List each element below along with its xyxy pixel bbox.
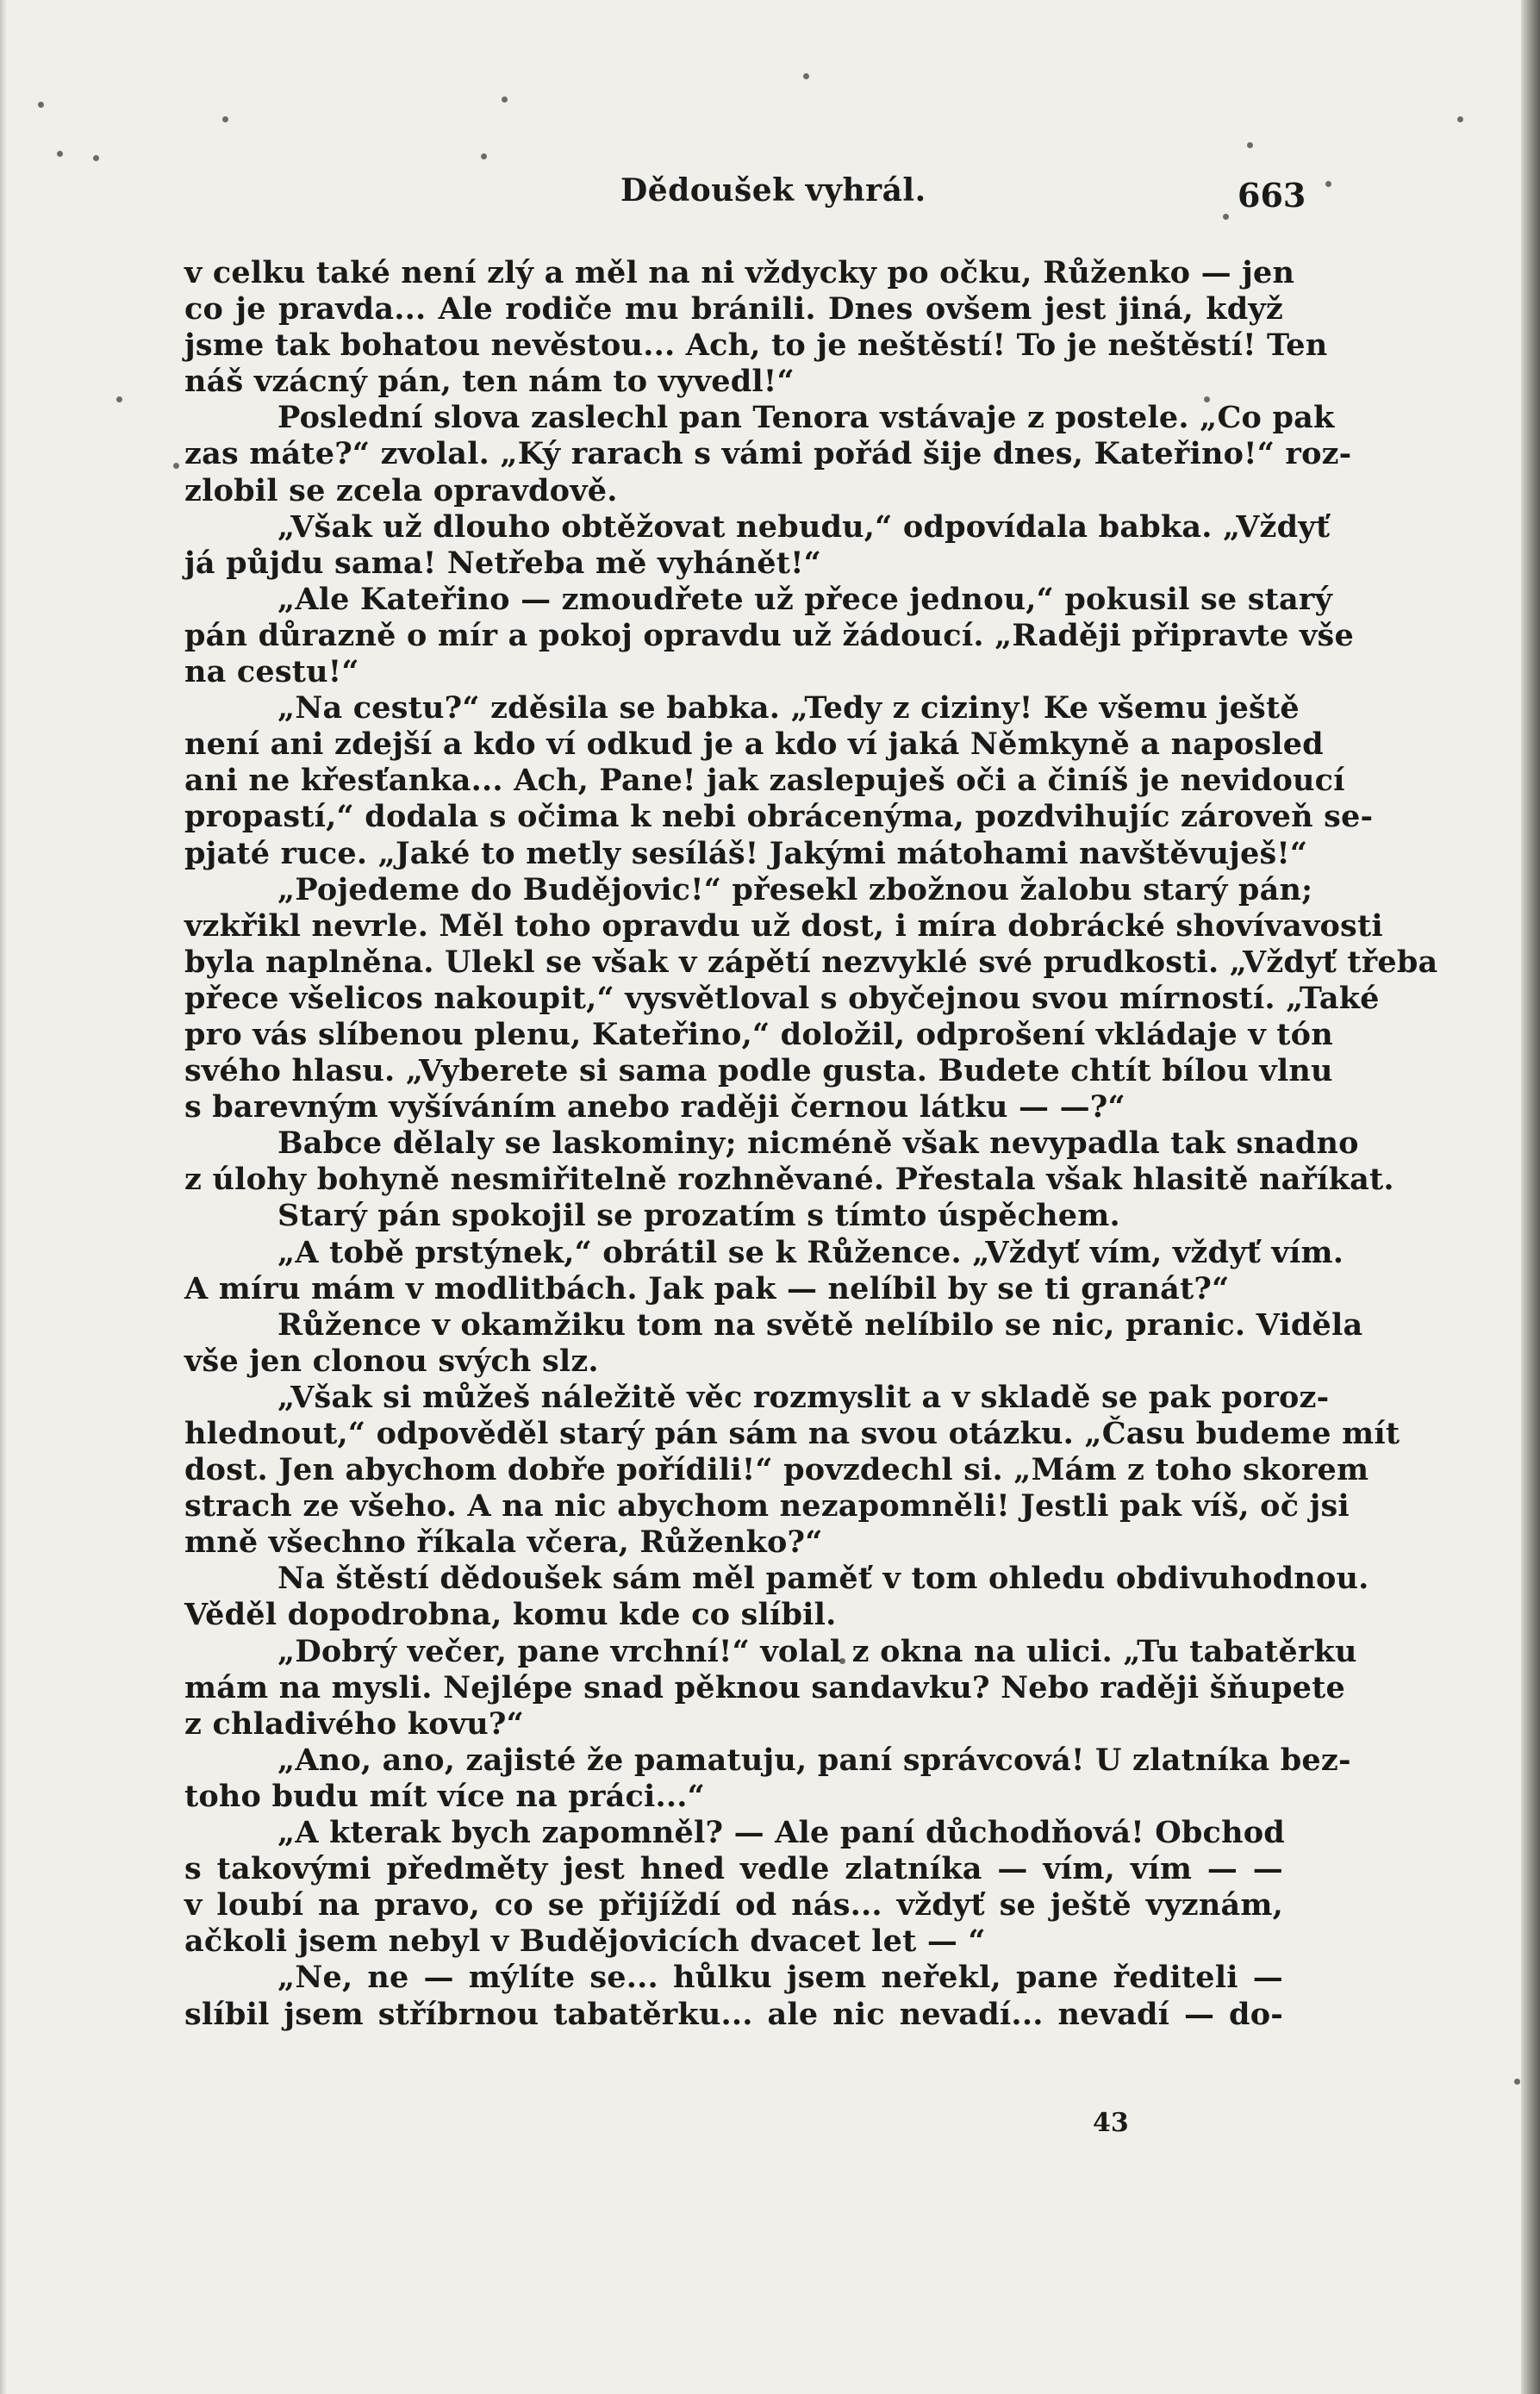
text-line: náš vzácný pán, ten nám to vyvedl!“: [184, 364, 795, 400]
text-line: v celku také není zlý a měl na ni vždycky po očku, Růženko — jen: [184, 255, 1295, 290]
running-title: Dědoušek vyhrál.: [620, 172, 926, 209]
text-line: z chladivého kovu?“: [184, 1705, 524, 1742]
text-line: pjaté ruce. „Jaké to metly sesíláš! Jakými mátohami navštěvuješ!“: [184, 835, 1308, 871]
text-line: „Dobrý večer, pane vrchní!“ volal z okna na ulici. „Tu tabatěrku: [277, 1633, 1357, 1669]
text-line: strach ze všeho. A na nic abychom nezapomněli! Jestli pak víš, oč jsi: [184, 1488, 1350, 1524]
text-line: mám na mysli. Nejlépe snad pěknou sandavku? Nebo raději šňupete: [184, 1669, 1345, 1705]
text-line: ani ne křesťanka... Ach, Pane! jak zaslepuješ oči a činíš je nevidoucí: [184, 763, 1345, 799]
print-speck: [116, 396, 122, 402]
text-line: není ani zdejší a kdo ví odkud je a kdo ví jaká Němkyně a naposled: [184, 726, 1324, 763]
text-line: já půjdu sama! Netřeba mě vyhánět!“: [184, 545, 821, 581]
text-line: Poslední slova zaslechl pan Tenora vstávaje z postele. „Co pak: [277, 400, 1335, 436]
text-line: „Pojedeme do Budějovic!“ přesekl zbožnou žalobu starý pán;: [277, 871, 1313, 907]
text-line: slíbil jsem stříbrnou tabatěrku... ale nic nevadí... nevadí — do-: [184, 1996, 1283, 2032]
print-speck: [1514, 2079, 1520, 2085]
text-line: Babce dělaly se laskominy; nicméně však nevypadla tak snadno: [277, 1125, 1359, 1162]
text-line: vše jen clonou svých slz.: [184, 1343, 599, 1379]
text-line: Věděl dopodrobna, komu kde co slíbil.: [184, 1597, 837, 1633]
print-speck: [38, 102, 44, 108]
page-right-edge: [1521, 0, 1540, 2394]
text-line: „Na cestu?“ zděsila se babka. „Tedy z ciziny! Ke všemu ještě: [277, 690, 1300, 726]
text-line: dost. Jen abychom dobře pořídili!“ povzdechl si. „Mám z toho skorem: [184, 1452, 1369, 1488]
text-line: mně všechno říkala včera, Růženko?“: [184, 1524, 823, 1561]
print-speck: [502, 97, 508, 103]
print-speck: [93, 155, 99, 161]
print-speck: [481, 153, 487, 159]
text-line: pro vás slíbenou plenu, Kateřino,“ doložil, odprošení vkládaje v tón: [184, 1016, 1333, 1052]
page-left-edge: [0, 0, 7, 2394]
text-line: byla naplněna. Ulekl se však v zápětí nezvyklé své prudkosti. „Vždyť třeba: [184, 944, 1438, 980]
print-speck: [1247, 142, 1253, 148]
print-speck: [1457, 116, 1463, 122]
print-speck: [1325, 181, 1331, 187]
text-line: zlobil se zcela opravdově.: [184, 472, 618, 508]
text-line: v loubí na pravo, co se přijíždí od nás... vždyť se ještě vyznám,: [184, 1887, 1283, 1923]
text-line: přece všelicos nakoupit,“ vysvětloval s obyčejnou svou mírností. „Také: [184, 980, 1380, 1016]
signature-mark: 43: [1093, 2108, 1129, 2138]
text-line: ačkoli jsem nebyl v Budějovicích dvacet let — “: [184, 1923, 986, 1960]
text-line: jsme tak bohatou nevěstou... Ach, to je neštěstí! To je neštěstí! Ten: [184, 327, 1328, 364]
text-line: hlednout,“ odpověděl starý pán sám na svou otázku. „Času budeme mít: [184, 1416, 1400, 1451]
text-line: propastí,“ dodala s očima k nebi obrácenýma, pozdvihujíc zároveň se-: [184, 799, 1374, 835]
text-line: Starý pán spokojil se prozatím s tímto úspěchem.: [277, 1198, 1120, 1234]
text-line: Na štěstí dědoušek sám měl paměť v tom ohledu obdivuhodnou.: [277, 1561, 1369, 1597]
print-speck: [173, 463, 179, 469]
text-line: s barevným vyšíváním anebo raději černou látku — —?“: [184, 1089, 1125, 1125]
text-line: vzkřikl nevrle. Měl toho opravdu už dost, i míra dobrácké shovívavosti: [184, 907, 1383, 944]
text-line: „Však si můžeš náležitě věc rozmyslit a v skladě se pak poroz-: [277, 1379, 1330, 1415]
text-line: „A tobě prstýnek,“ obrátil se k Růžence. „Vždyť vím, vždyť vím.: [277, 1234, 1344, 1270]
print-speck: [57, 151, 63, 157]
text-line: „Ano, ano, zajisté že pamatuju, paní správcová! U zlatníka bez-: [277, 1742, 1351, 1778]
text-line: s takovými předměty jest hned vedle zlatníka — vím, vím — —: [184, 1851, 1283, 1887]
text-line: na cestu!“: [184, 654, 359, 690]
print-speck: [803, 73, 809, 79]
text-line: „Však už dlouho obtěžovat nebudu,“ odpovídala babka. „Vždyť: [277, 508, 1331, 545]
text-line: toho budu mít více na práci...“: [184, 1778, 705, 1814]
text-line: „Ale Kateřino — zmoudřete už přece jednou,“ pokusil se starý: [277, 581, 1333, 617]
text-line: A míru mám v modlitbách. Jak pak — nelíbil by se ti granát?“: [184, 1270, 1230, 1306]
print-speck: [222, 116, 228, 122]
text-line: zas máte?“ zvolal. „Ký rarach s vámi pořád šije dnes, Kateřino!“ roz-: [184, 436, 1352, 472]
text-line: co je pravda... Ale rodiče mu bránili. Dnes ovšem jest jiná, když: [184, 291, 1283, 327]
text-line: Růžence v okamžiku tom na světě nelíbilo se nic, pranic. Viděla: [277, 1306, 1363, 1343]
page-number: 663: [1238, 176, 1306, 215]
text-line: pán důrazně o mír a pokoj opravdu už žádoucí. „Raději připravte vše: [184, 617, 1354, 653]
print-speck: [1223, 214, 1229, 220]
text-line: „A kterak bych zapomněl? — Ale paní důchodňová! Obchod: [277, 1815, 1285, 1851]
text-line: svého hlasu. „Vyberete si sama podle gusta. Budete chtít bílou vlnu: [184, 1053, 1333, 1089]
text-line: „Ne, ne — mýlíte se... hůlku jsem neřekl, pane řediteli —: [277, 1960, 1283, 1996]
text-line: z úlohy bohyně nesmiřitelně rozhněvané. Přestala však hlasitě naříkat.: [184, 1162, 1394, 1198]
body-text: [184, 255, 1438, 2033]
